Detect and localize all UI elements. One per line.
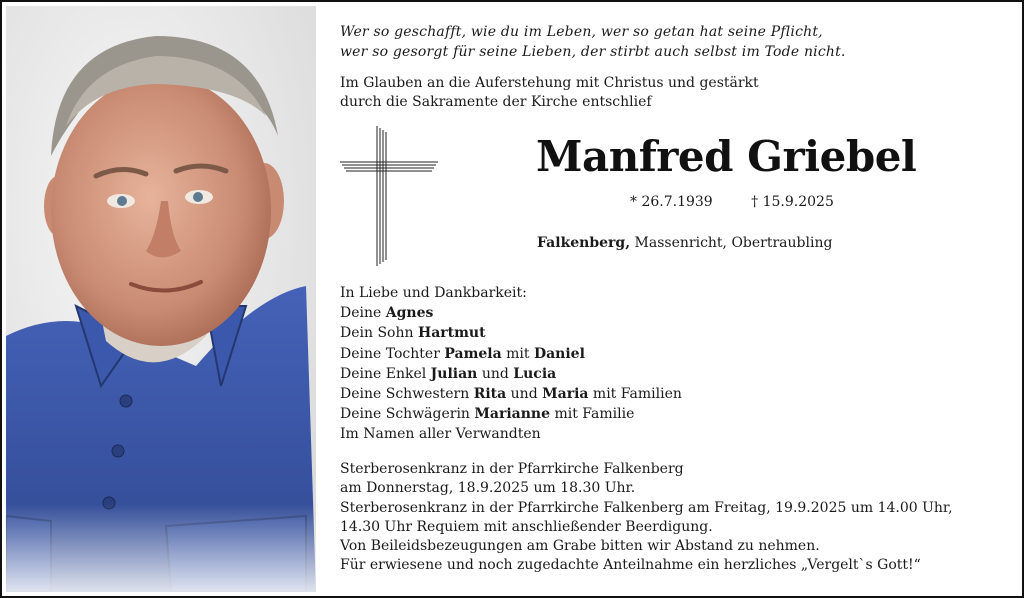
event-line: 14.30 Uhr Requiem mit anschließender Beerdigung. bbox=[340, 518, 713, 535]
verse-line: Wer so geschafft, wie du im Leben, wer so getan hat seine Pflicht, bbox=[340, 24, 823, 40]
mourner-name: Agnes bbox=[385, 305, 434, 322]
intro-line: Im Glauben an die Auferstehung mit Christus und gestärkt bbox=[340, 75, 759, 91]
mourner-name: Pamela bbox=[444, 345, 502, 362]
mourner-name: Marianne bbox=[474, 406, 551, 423]
portrait-illustration bbox=[6, 6, 316, 592]
intro-line: durch die Sakramente der Kirche entschlief bbox=[340, 94, 652, 110]
portrait-photo bbox=[6, 6, 316, 592]
mourner-relation: Im Namen aller Verwandten bbox=[340, 426, 541, 443]
mourner-relation: mit bbox=[501, 345, 534, 362]
mourner-line bbox=[340, 384, 682, 404]
mourner-relation: Dein Sohn bbox=[340, 325, 418, 342]
mourner-relation: Deine Schwestern bbox=[340, 386, 474, 403]
mourners-list bbox=[340, 283, 682, 445]
mourner-name: Rita bbox=[473, 386, 507, 403]
mourner-name: Daniel bbox=[533, 345, 585, 362]
birth-date: * 26.7.1939 bbox=[630, 194, 713, 210]
mourner-relation: Deine Enkel bbox=[340, 365, 431, 382]
places bbox=[537, 235, 832, 251]
service-details bbox=[340, 460, 953, 576]
mourner-line bbox=[340, 424, 682, 444]
mourner-line bbox=[340, 364, 682, 384]
life-dates bbox=[630, 194, 834, 210]
cross-icon bbox=[340, 126, 440, 266]
mourners-heading: In Liebe und Dankbarkeit: bbox=[340, 285, 527, 301]
verse bbox=[340, 22, 846, 62]
mourner-relation: Deine Schwägerin bbox=[340, 406, 475, 423]
mourner-relation: mit Familien bbox=[588, 386, 682, 403]
mourner-name: Lucia bbox=[513, 365, 557, 382]
mourner-name: Julian bbox=[430, 365, 478, 382]
mourner-relation: und bbox=[477, 365, 514, 382]
mourner-line bbox=[340, 303, 682, 323]
mourner-relation: mit Familie bbox=[550, 406, 635, 423]
event-line: am Donnerstag, 18.9.2025 um 18.30 Uhr. bbox=[340, 480, 636, 497]
event-line: Sterberosenkranz in der Pfarrkirche Falkenberg bbox=[340, 461, 684, 477]
mourner-line bbox=[340, 344, 682, 364]
places-other: Massenricht, Obertraubling bbox=[630, 235, 833, 251]
place-main: Falkenberg, bbox=[537, 235, 631, 251]
mourner-relation: und bbox=[506, 386, 543, 403]
deceased-name: Manfred Griebel bbox=[536, 132, 917, 181]
mourner-line bbox=[340, 404, 682, 424]
event-line: Von Beileidsbezeugungen am Grabe bitten wir Abstand zu nehmen. bbox=[340, 538, 820, 555]
mourner-relation: Deine bbox=[340, 305, 386, 322]
mourner-name: Hartmut bbox=[417, 325, 486, 342]
mourner-name: Maria bbox=[542, 386, 589, 403]
mourner-relation: Deine Tochter bbox=[340, 345, 445, 362]
verse-line: wer so gesorgt für seine Lieben, der stirbt auch selbst im Tode nicht. bbox=[340, 44, 846, 60]
intro-text bbox=[340, 74, 759, 112]
event-line: Sterberosenkranz in der Pfarrkirche Falkenberg am Freitag, 19.9.2025 um 14.00 Uhr, bbox=[340, 499, 953, 516]
mourner-line bbox=[340, 323, 682, 343]
death-date: † 15.9.2025 bbox=[751, 194, 834, 210]
event-line: Für erwiesene und noch zugedachte Anteilnahme ein herzliches „Vergelt`s Gott!“ bbox=[340, 557, 921, 574]
